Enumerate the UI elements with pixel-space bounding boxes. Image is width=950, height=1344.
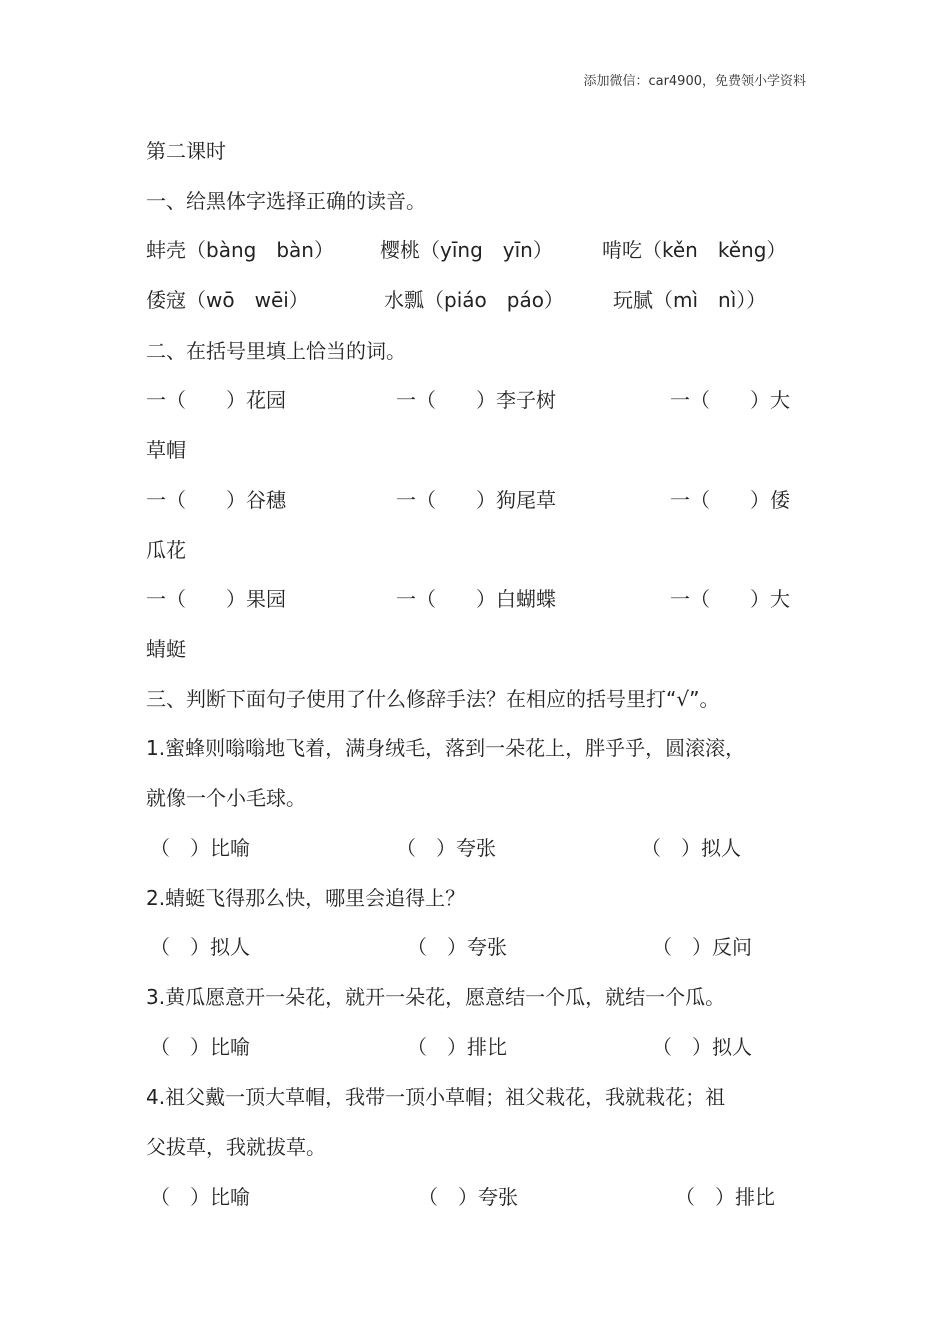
pinyin-choice: 蚌壳（bàng bàn）: [146, 238, 334, 262]
fill-blank-item: 一（ ）谷穗: [146, 488, 286, 512]
answer-option: （ ）夸张: [396, 836, 496, 860]
lesson-title: 第二课时: [146, 139, 226, 163]
header-note: 添加微信：car4900，免费领小学资料: [583, 74, 806, 89]
answer-option: （ ）比喻: [150, 1185, 250, 1209]
section2-heading: 二、在括号里填上恰当的词。: [146, 339, 406, 363]
question-1-text: 1.蜜蜂则嗡嗡地飞着，满身绒毛，落到一朵花上，胖乎乎，圆滚滚，: [146, 736, 746, 760]
fill-blank-item: 一（ ）大: [670, 388, 790, 412]
fill-blank-item: 一（ ）白蝴蝶: [396, 587, 556, 611]
answer-option: （ ）比喻: [150, 836, 250, 860]
pinyin-choice: 倭寇（wō wēi）: [146, 288, 309, 312]
fill-blank-item: 一（ ）李子树: [396, 388, 556, 412]
pinyin-choice: 玩腻（mì nì））: [613, 288, 767, 312]
answer-option: （ ）比喻: [150, 1035, 250, 1059]
fill-blank-wrap: 瓜花: [146, 538, 186, 562]
fill-blank-item: 一（ ）花园: [146, 388, 286, 412]
fill-blank-item: 一（ ）大: [670, 587, 790, 611]
fill-blank-item: 一（ ）倭: [670, 488, 790, 512]
question-2-text: 2.蜻蜓飞得那么快，哪里会追得上？: [146, 886, 466, 910]
answer-option: （ ）排比: [675, 1185, 775, 1209]
answer-option: （ ）排比: [407, 1035, 507, 1059]
fill-blank-item: 一（ ）果园: [146, 587, 286, 611]
pinyin-choice: 水瓢（piáo páo）: [384, 288, 564, 312]
answer-option: （ ）拟人: [641, 836, 741, 860]
question-4-text-cont: 父拔草，我就拔草。: [146, 1135, 326, 1159]
pinyin-choice: 啃吃（kěn kěng）: [602, 238, 787, 262]
answer-option: （ ）拟人: [652, 1035, 752, 1059]
answer-option: （ ）反问: [652, 935, 752, 959]
pinyin-choice: 樱桃（yīng yīn）: [380, 238, 553, 262]
answer-option: （ ）拟人: [150, 935, 250, 959]
question-3-text: 3.黄瓜愿意开一朵花，就开一朵花，愿意结一个瓜，就结一个瓜。: [146, 985, 726, 1009]
answer-option: （ ）夸张: [407, 935, 507, 959]
answer-option: （ ）夸张: [418, 1185, 518, 1209]
section1-heading: 一、给黑体字选择正确的读音。: [146, 189, 426, 213]
fill-blank-item: 一（ ）狗尾草: [396, 488, 556, 512]
question-1-text-cont: 就像一个小毛球。: [146, 786, 306, 810]
question-4-text: 4.祖父戴一顶大草帽，我带一顶小草帽；祖父栽花，我就栽花；祖: [146, 1085, 726, 1109]
section3-heading: 三、判断下面句子使用了什么修辞手法？在相应的括号里打“√”。: [146, 687, 720, 711]
fill-blank-wrap: 蜻蜓: [146, 637, 186, 661]
fill-blank-wrap: 草帽: [146, 438, 186, 462]
